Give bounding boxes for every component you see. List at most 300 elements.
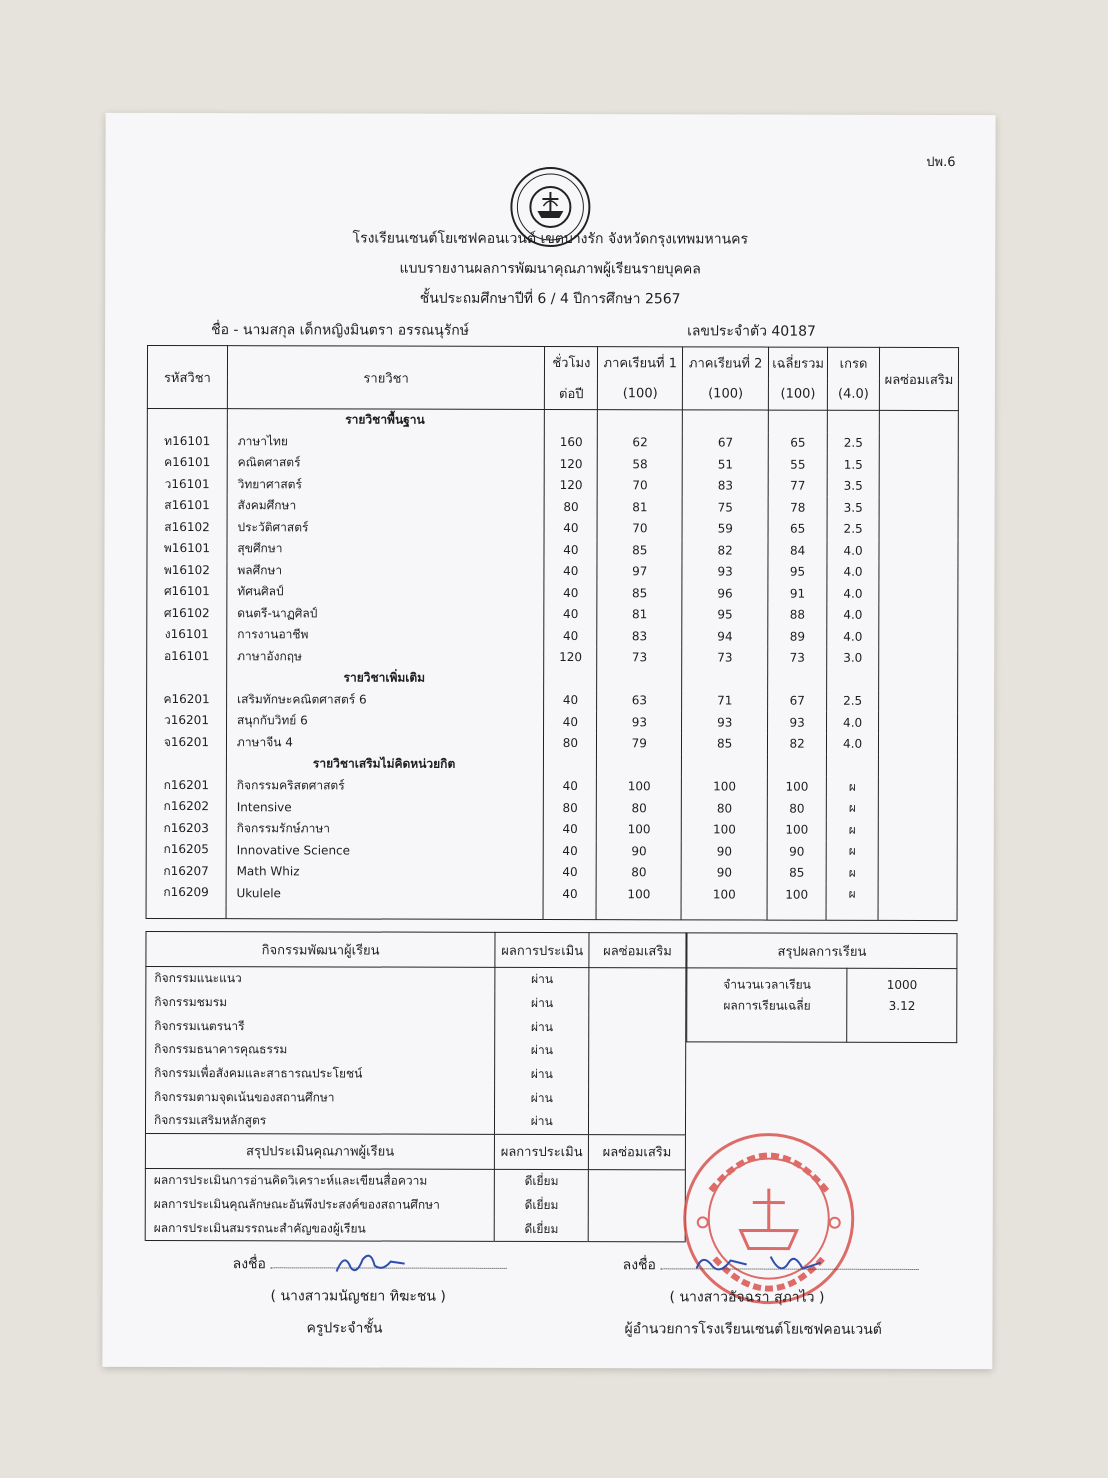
activities-body xyxy=(145,966,685,1134)
hours-cell: 80 xyxy=(544,797,597,819)
col-code: รหัสวิชา xyxy=(147,345,227,408)
list-item xyxy=(145,1216,685,1242)
term2-cell: 96 xyxy=(682,582,768,604)
list-item xyxy=(145,1109,685,1135)
term2-cell: 82 xyxy=(682,539,768,561)
remedial-cell xyxy=(879,432,958,454)
remedial-cell xyxy=(879,647,958,669)
section-cell xyxy=(146,753,226,775)
term1-cell: 97 xyxy=(597,561,682,583)
grade-cell: 1.5 xyxy=(827,454,879,476)
term1-cell: 85 xyxy=(597,582,682,604)
term2-cell: 73 xyxy=(682,647,768,669)
padding-cell xyxy=(767,905,826,920)
director-signature-field xyxy=(660,1268,918,1270)
average-cell: 77 xyxy=(768,475,827,497)
grade-cell: 2.5 xyxy=(827,690,879,712)
term2-cell: 90 xyxy=(681,840,767,862)
section-cell xyxy=(682,668,768,690)
grade-cell: 4.0 xyxy=(827,712,879,734)
subject-name: พลศึกษา xyxy=(227,560,545,582)
table-row xyxy=(146,731,957,755)
subject-name: สุขศึกษา xyxy=(227,538,545,560)
hours-cell: 120 xyxy=(544,646,597,668)
term2-cell: 83 xyxy=(682,475,768,497)
grade-cell: ผ xyxy=(826,841,878,863)
average-cell: 91 xyxy=(768,583,827,605)
table-row xyxy=(146,860,957,884)
list-item xyxy=(146,1062,686,1087)
table-row xyxy=(146,817,957,841)
section-cell xyxy=(597,754,682,776)
term2-cell: 67 xyxy=(683,432,769,454)
term2-cell: 80 xyxy=(682,797,768,819)
term1-cell: 85 xyxy=(597,539,682,561)
section-cell xyxy=(147,408,227,430)
average-cell: 85 xyxy=(767,862,826,884)
quality-result-header: ผลการประเมิน xyxy=(495,1134,589,1169)
average-cell: 65 xyxy=(768,432,827,454)
subject-name: ภาษาอังกฤษ xyxy=(227,646,545,668)
item-remedial xyxy=(589,968,686,992)
term1-cell: 93 xyxy=(597,711,682,733)
subject-code: ส16101 xyxy=(147,495,227,517)
section-cell xyxy=(683,410,769,432)
activities-result-header: ผลการประเมิน xyxy=(495,932,589,967)
section-title: รายวิชาพื้นฐาน xyxy=(227,409,545,432)
hours-cell: 80 xyxy=(544,732,597,754)
director-signature xyxy=(690,1248,830,1280)
subject-code: ส16102 xyxy=(147,516,227,538)
table-row xyxy=(147,645,958,669)
grade-cell: ผ xyxy=(826,776,878,798)
student-id: เลขประจำตัว 40187 xyxy=(687,323,816,340)
term2-cell: 94 xyxy=(682,625,768,647)
hours-cell: 40 xyxy=(544,582,597,604)
item-result: ดีเยี่ยม xyxy=(495,1193,589,1217)
table-row xyxy=(147,430,958,454)
item-remedial xyxy=(589,1087,686,1111)
term1-cell: 100 xyxy=(597,819,682,841)
grade-cell: 4.0 xyxy=(827,604,879,626)
remedial-cell xyxy=(879,561,958,583)
summary-values xyxy=(847,968,957,1042)
hours-cell: 120 xyxy=(545,453,598,475)
section-cell xyxy=(879,410,958,432)
hours-value: 1000 xyxy=(886,977,918,992)
col-subject: รายวิชา xyxy=(227,346,545,410)
subject-name: Innovative Science xyxy=(226,839,544,861)
item-result: ผ่าน xyxy=(495,1063,589,1087)
average-cell: 65 xyxy=(768,518,827,540)
subject-name: Math Whiz xyxy=(226,861,544,883)
gpa-value: 3.12 xyxy=(888,998,916,1013)
list-item xyxy=(146,1014,686,1039)
section-cell xyxy=(544,668,597,690)
term2-cell: 59 xyxy=(682,518,768,540)
grade-cell: 3.5 xyxy=(827,497,879,519)
remedial-cell xyxy=(879,497,958,519)
average-cell: 90 xyxy=(767,841,826,863)
activities-header: กิจกรรมพัฒนาผู้เรียน xyxy=(146,931,495,967)
grades-body xyxy=(146,408,958,920)
term2-cell: 75 xyxy=(682,496,768,518)
table-row xyxy=(147,473,958,497)
grade-cell: 3.0 xyxy=(827,647,879,669)
average-cell: 89 xyxy=(768,626,827,648)
table-row xyxy=(147,688,958,712)
subject-code: ก16201 xyxy=(146,774,226,796)
grade-cell: 4.0 xyxy=(827,626,879,648)
quality-body xyxy=(145,1168,685,1241)
term1-cell: 70 xyxy=(597,518,682,540)
student-name: ชื่อ - นามสกุล เด็กหญิงมินตรา อรรณนุรักษ์ xyxy=(211,322,469,339)
hours-cell: 40 xyxy=(544,560,597,582)
item-result: ผ่าน xyxy=(495,1039,589,1063)
col-term1-sub: (100) xyxy=(598,378,683,410)
term1-cell: 62 xyxy=(598,432,683,454)
remedial-cell xyxy=(879,690,958,712)
section-cell xyxy=(598,410,683,432)
remedial-cell xyxy=(879,712,958,734)
item-remedial xyxy=(589,1110,686,1134)
quality-remedial-header: ผลซ่อมเสริม xyxy=(589,1134,686,1169)
col-grade-sub: (4.0) xyxy=(827,379,879,411)
section-cell xyxy=(879,669,958,691)
summary-title: สรุปผลการเรียน xyxy=(687,933,957,969)
col-term1: ภาคเรียนที่ 1 xyxy=(598,347,683,379)
grade-cell: 4.0 xyxy=(827,733,879,755)
class-level: ชั้นประถมศึกษาปีที่ 6 / 4 ปีการศึกษา 2567 xyxy=(419,290,681,308)
term1-cell: 73 xyxy=(597,647,682,669)
subject-name: ภาษาจีน 4 xyxy=(226,732,544,754)
item-name: กิจกรรมตามจุดเน้นของสถานศึกษา xyxy=(146,1085,495,1110)
subject-name: ประวัติศาสตร์ xyxy=(227,517,545,539)
subject-code: ท16101 xyxy=(147,430,227,452)
section-title: รายวิชาเพิ่มเติม xyxy=(227,667,545,689)
table-row xyxy=(146,839,957,863)
list-item xyxy=(146,966,686,992)
item-name: ผลการประเมินการอ่านคิดวิเคราะห์และเขียนสื่อความ xyxy=(145,1168,494,1193)
grade-cell: ผ xyxy=(826,798,878,820)
padding-cell xyxy=(543,904,596,919)
table-row xyxy=(147,602,958,626)
teacher-role: ครูประจำชั้น xyxy=(306,1320,383,1337)
subject-name: ดนตรี-นาฏศิลป์ xyxy=(227,603,545,625)
quality-header: สรุปประเมินคุณภาพผู้เรียน xyxy=(145,1133,494,1169)
grade-cell: 3.5 xyxy=(827,475,879,497)
item-name: กิจกรรมเนตรนารี xyxy=(146,1014,495,1039)
subject-code: ก16202 xyxy=(146,796,226,818)
section-cell xyxy=(768,755,827,777)
director-sign-label: ลงชื่อ xyxy=(622,1257,656,1274)
teacher-sign-label: ลงชื่อ xyxy=(232,1256,266,1273)
hours-cell: 40 xyxy=(544,818,597,840)
average-cell: 100 xyxy=(767,819,826,841)
item-result: ผ่าน xyxy=(495,1086,589,1110)
average-cell: 84 xyxy=(768,540,827,562)
section-cell xyxy=(768,410,827,432)
section-cell xyxy=(597,668,682,690)
remedial-cell xyxy=(879,604,958,626)
item-name: กิจกรรมเพื่อสังคมและสาธารณประโยชน์ xyxy=(146,1062,495,1087)
section-cell xyxy=(147,667,227,689)
teacher-sign-line xyxy=(233,1253,507,1276)
padding-cell xyxy=(596,905,681,920)
hours-cell: 40 xyxy=(544,689,597,711)
section-cell xyxy=(827,410,879,432)
remedial-cell xyxy=(879,454,958,476)
grade-cell: 2.5 xyxy=(827,518,879,540)
average-cell: 88 xyxy=(768,604,827,626)
grade-cell: 4.0 xyxy=(827,583,879,605)
padding-cell xyxy=(878,905,957,920)
term2-cell: 85 xyxy=(682,733,768,755)
term1-cell: 80 xyxy=(597,797,682,819)
hours-cell: 40 xyxy=(543,883,596,905)
remedial-cell xyxy=(878,841,957,863)
term2-cell: 93 xyxy=(682,711,768,733)
subject-name: Ukulele xyxy=(226,882,544,904)
subject-code: ก16207 xyxy=(146,860,226,882)
section-cell xyxy=(544,754,597,776)
subject-name: เสริมทักษะคณิตศาสตร์ 6 xyxy=(227,689,545,711)
item-result: ดีเยี่ยม xyxy=(495,1217,589,1241)
item-result: ผ่าน xyxy=(495,992,589,1016)
section-cell xyxy=(768,669,827,691)
subject-code: ก16205 xyxy=(146,839,226,861)
table-padding-row xyxy=(146,903,957,920)
grade-cell: 2.5 xyxy=(827,432,879,454)
table-row xyxy=(147,516,958,540)
average-cell: 73 xyxy=(768,647,827,669)
subject-name: กิจกรรมคริสตศาสตร์ xyxy=(226,775,544,797)
item-name: กิจกรรมแนะแนว xyxy=(146,966,495,991)
padding-cell xyxy=(826,905,878,920)
term2-cell: 95 xyxy=(682,604,768,626)
table-row xyxy=(147,538,958,562)
hours-cell: 40 xyxy=(544,861,597,883)
term1-cell: 100 xyxy=(597,776,682,798)
remedial-cell xyxy=(878,776,957,798)
hours-cell: 80 xyxy=(544,496,597,518)
list-item xyxy=(146,1038,686,1063)
subject-name: Intensive xyxy=(226,796,544,818)
subject-name: ทัศนศิลป์ xyxy=(227,581,545,603)
remedial-cell xyxy=(879,518,958,540)
item-name: กิจกรรมชมรม xyxy=(146,991,495,1016)
item-remedial xyxy=(588,1169,685,1193)
hours-cell: 120 xyxy=(545,474,598,496)
term1-cell: 70 xyxy=(598,475,683,497)
teacher-signature-field xyxy=(270,1267,506,1269)
term1-cell: 63 xyxy=(597,690,682,712)
average-cell: 78 xyxy=(768,497,827,519)
padding-cell xyxy=(226,904,544,919)
summary-table xyxy=(686,932,957,1043)
grade-cell: ผ xyxy=(826,819,878,841)
remedial-cell xyxy=(878,862,957,884)
item-remedial xyxy=(589,1039,686,1063)
subject-code: พ16102 xyxy=(147,559,227,581)
hours-cell: 40 xyxy=(544,840,597,862)
subject-code: ก16203 xyxy=(146,817,226,839)
section-cell xyxy=(545,409,598,431)
term1-cell: 100 xyxy=(596,883,681,905)
item-remedial xyxy=(589,1015,686,1039)
activities-remedial-header: ผลซ่อมเสริม xyxy=(589,933,686,968)
subject-code: ว16201 xyxy=(147,710,227,732)
term1-cell: 79 xyxy=(597,733,682,755)
hours-cell: 40 xyxy=(544,517,597,539)
subject-name: สนุกกับวิทย์ 6 xyxy=(226,710,544,732)
table-row xyxy=(147,452,958,476)
hours-cell: 40 xyxy=(544,625,597,647)
item-result: ผ่าน xyxy=(495,1110,589,1134)
padding-cell xyxy=(146,903,226,918)
subject-name: การงานอาชีพ xyxy=(227,624,545,646)
term1-cell: 81 xyxy=(597,604,682,626)
term2-cell: 71 xyxy=(682,690,768,712)
table-row xyxy=(146,882,957,906)
list-item xyxy=(145,1168,685,1194)
subject-name: สังคมศึกษา xyxy=(227,495,545,517)
item-remedial xyxy=(589,992,686,1016)
average-cell: 80 xyxy=(767,798,826,820)
subject-code: จ16201 xyxy=(146,731,226,753)
subject-code: ศ16101 xyxy=(147,581,227,603)
hours-label: จำนวนเวลาเรียน xyxy=(723,977,811,992)
item-result: ผ่าน xyxy=(495,1015,589,1039)
term2-cell: 100 xyxy=(682,776,768,798)
subject-code: ง16101 xyxy=(147,624,227,646)
hours-cell: 160 xyxy=(545,431,598,453)
teacher-signature xyxy=(330,1249,410,1279)
col-term2: ภาคเรียนที่ 2 xyxy=(683,347,769,379)
item-name: ผลการประเมินคุณลักษณะอันพึงประสงค์ของสถานศึกษา xyxy=(145,1192,494,1217)
col-remedial: ผลซ่อมเสริม xyxy=(879,347,958,410)
list-item xyxy=(146,1085,686,1110)
list-item xyxy=(146,991,686,1016)
form-code: ปพ.6 xyxy=(926,154,956,171)
teacher-name: ( นางสาวมนัญชยา ทิฆะชน ) xyxy=(270,1288,446,1305)
remedial-cell xyxy=(879,475,958,497)
gpa-label: ผลการเรียนเฉลี่ย xyxy=(723,998,811,1013)
average-cell: 82 xyxy=(768,733,827,755)
padding-cell xyxy=(681,905,767,920)
col-hours-sub: ต่อปี xyxy=(545,378,598,410)
col-hours: ชั่วโมง xyxy=(545,346,598,378)
term1-cell: 80 xyxy=(596,862,681,884)
grade-cell: ผ xyxy=(826,862,878,884)
table-row xyxy=(146,774,957,798)
director-sign-line xyxy=(623,1254,919,1277)
term1-cell: 83 xyxy=(597,625,682,647)
summary-labels xyxy=(687,968,848,1042)
subject-code: ค16101 xyxy=(147,452,227,474)
grades-table xyxy=(146,345,959,921)
average-cell: 93 xyxy=(768,712,827,734)
hours-cell: 40 xyxy=(544,711,597,733)
col-average-sub: (100) xyxy=(769,379,828,411)
grade-cell: 4.0 xyxy=(827,561,879,583)
item-remedial xyxy=(588,1194,685,1218)
table-row xyxy=(147,624,958,648)
section-cell xyxy=(878,755,957,777)
item-name: ผลการประเมินสมรรถนะสำคัญของผู้เรียน xyxy=(145,1216,494,1241)
subject-name: คณิตศาสตร์ xyxy=(227,452,545,474)
report-card-paper xyxy=(102,113,995,1369)
average-cell: 67 xyxy=(768,690,827,712)
school-name: โรงเรียนเซนต์โยเซฟคอนเวนต์ เขตบางรัก จังหวัดกรุงเทพมหานคร xyxy=(352,230,749,248)
subject-name: ภาษาไทย xyxy=(227,431,545,453)
report-title: แบบรายงานผลการพัฒนาคุณภาพผู้เรียนรายบุคคล xyxy=(399,260,701,278)
subject-code: พ16101 xyxy=(147,538,227,560)
section-cell xyxy=(827,755,879,777)
term2-cell: 90 xyxy=(681,862,767,884)
item-result: ผ่าน xyxy=(495,967,589,991)
list-item xyxy=(145,1192,685,1217)
director-name: ( นางสาวอัจฉรา สุภาไว ) xyxy=(669,1289,825,1306)
table-row xyxy=(147,581,958,605)
hours-cell: 40 xyxy=(544,539,597,561)
col-grade: เกรด xyxy=(828,347,880,379)
table-row xyxy=(146,796,957,820)
table-row xyxy=(147,710,958,734)
table-row xyxy=(147,559,958,583)
item-remedial xyxy=(589,1063,686,1087)
col-average: เฉลี่ยรวม xyxy=(769,347,828,379)
subject-code: ก16209 xyxy=(146,882,226,904)
hours-cell: 40 xyxy=(544,603,597,625)
item-name: กิจกรรมเสริมหลักสูตร xyxy=(145,1109,494,1134)
section-title: รายวิชาเสริมไม่คิดหน่วยกิต xyxy=(226,753,544,775)
remedial-cell xyxy=(879,733,958,755)
item-name: กิจกรรมธนาคารคุณธรรม xyxy=(146,1038,495,1063)
remedial-cell xyxy=(878,884,957,906)
section-row xyxy=(147,408,958,432)
average-cell: 55 xyxy=(768,454,827,476)
term2-cell: 93 xyxy=(682,561,768,583)
average-cell: 100 xyxy=(767,776,826,798)
activities-table xyxy=(145,931,687,1242)
section-cell xyxy=(827,669,879,691)
remedial-cell xyxy=(879,583,958,605)
section-row xyxy=(147,667,958,691)
table-row xyxy=(147,495,958,519)
term2-cell: 51 xyxy=(682,453,768,475)
item-result: ดีเยี่ยม xyxy=(495,1169,589,1193)
term2-cell: 100 xyxy=(681,819,767,841)
subject-name: กิจกรรมรักษ์ภาษา xyxy=(226,818,544,840)
subject-code: ศ16102 xyxy=(147,602,227,624)
subject-code: ค16201 xyxy=(147,688,227,710)
hours-cell: 40 xyxy=(544,775,597,797)
average-cell: 95 xyxy=(768,561,827,583)
term1-cell: 81 xyxy=(597,496,682,518)
section-cell xyxy=(682,754,768,776)
subject-code: ว16101 xyxy=(147,473,227,495)
term1-cell: 90 xyxy=(597,840,682,862)
director-role: ผู้อำนวยการโรงเรียนเซนต์โยเซฟคอนเวนต์ xyxy=(624,1321,882,1338)
subject-code: อ16101 xyxy=(147,645,227,667)
remedial-cell xyxy=(879,540,958,562)
remedial-cell xyxy=(879,626,958,648)
term1-cell: 58 xyxy=(598,453,683,475)
section-row xyxy=(146,753,957,777)
grade-cell: ผ xyxy=(826,884,878,906)
average-cell: 100 xyxy=(767,884,826,906)
